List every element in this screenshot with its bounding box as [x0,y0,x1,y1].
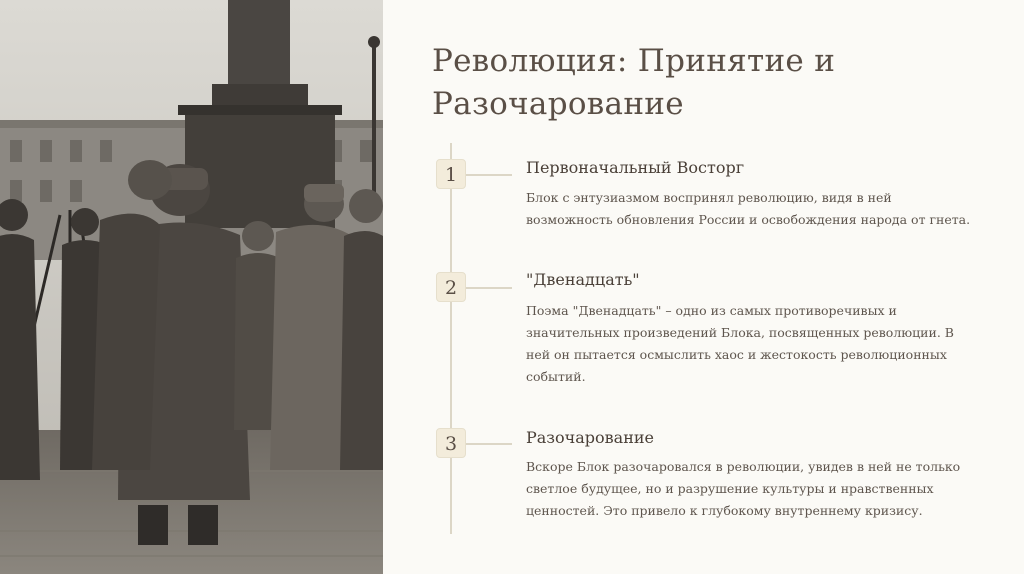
step-2-connector [466,287,512,289]
step-3-connector [466,443,512,445]
step-3-description: Вскоре Блок разочаровался в революции, увидев в ней не только светлое будущее, но и разрушение культуры и нравственных ценностей. Это привело к глубокому внутреннему кризису. [526,459,961,518]
step-1-title: Первоначальный Восторг [526,158,745,177]
step-3-badge: 3 [436,428,466,458]
step-2-description: Поэма "Двенадцать" – одно из самых противоречивых и значительных произведений Блока, посвященных революции. В ней он пытается осмыслить хаос и жестокость революционных событий. [526,303,954,384]
step-2-badge: 2 [436,272,466,302]
step-1-connector [466,174,512,176]
title-line-1: Революция: Принятие и [432,43,836,79]
page-title [432,40,992,126]
title-line-2: Разочарование [432,86,684,122]
historical-photo [0,0,383,574]
step-1-description: Блок с энтузиазмом воспринял революцию, видя в ней возможность обновления России и освобождения народа от гнета. [526,190,971,227]
step-3-title: Разочарование [526,428,654,447]
step-2-title: "Двенадцать" [526,270,640,289]
step-1-badge: 1 [436,159,466,189]
timeline-vertical-line [450,143,452,534]
photo-illustration [0,0,383,574]
